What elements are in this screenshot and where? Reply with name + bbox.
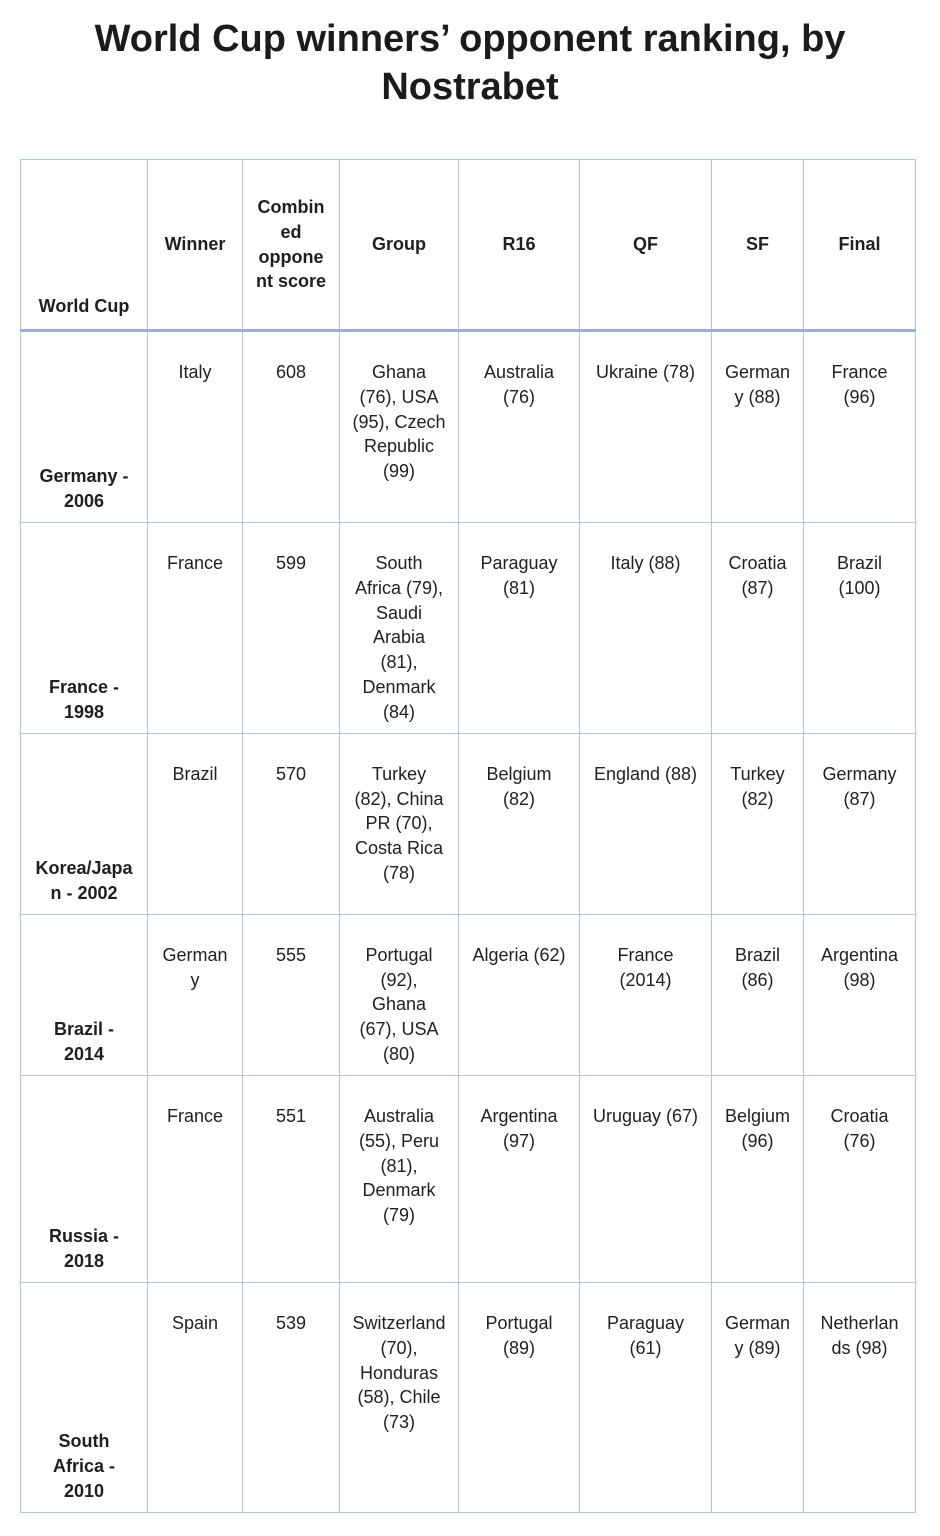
- cell-world-cup: Korea/Japan - 2002: [21, 733, 148, 914]
- cell-group: Australia (55), Peru (81), Denmark (79): [340, 1075, 459, 1282]
- column-header-sf: SF: [712, 160, 804, 331]
- table-row-brazil-2014: [21, 914, 916, 1075]
- table-row-france-1998: [21, 523, 916, 734]
- table-row-germany-2006: [21, 331, 916, 523]
- cell-combined-score: 570: [243, 733, 340, 914]
- cell-sf: Germany (89): [712, 1282, 804, 1512]
- cell-group: Ghana (76), USA (95), Czech Republic (99): [340, 331, 459, 523]
- cell-winner: France: [148, 523, 243, 734]
- cell-r16: Australia (76): [459, 331, 580, 523]
- cell-group: South Africa (79), Saudi Arabia (81), Denmark (84): [340, 523, 459, 734]
- cell-qf: France (2014): [580, 914, 712, 1075]
- table-row-russia-2018: [21, 1075, 916, 1282]
- column-header-group: Group: [340, 160, 459, 331]
- cell-winner: France: [148, 1075, 243, 1282]
- column-header-final: Final: [804, 160, 916, 331]
- cell-sf: Brazil (86): [712, 914, 804, 1075]
- cell-r16: Paraguay (81): [459, 523, 580, 734]
- cell-qf: Italy (88): [580, 523, 712, 734]
- cell-combined-score: 551: [243, 1075, 340, 1282]
- cell-group: Turkey (82), China PR (70), Costa Rica (78): [340, 733, 459, 914]
- column-header-winner: Winner: [148, 160, 243, 331]
- cell-sf: Germany (88): [712, 331, 804, 523]
- cell-qf: Ukraine (78): [580, 331, 712, 523]
- cell-world-cup: Russia - 2018: [21, 1075, 148, 1282]
- cell-group: Switzerland (70), Honduras (58), Chile (73): [340, 1282, 459, 1512]
- cell-world-cup: Brazil - 2014: [21, 914, 148, 1075]
- cell-r16: Belgium (82): [459, 733, 580, 914]
- column-header-r16: R16: [459, 160, 580, 331]
- cell-r16: Portugal (89): [459, 1282, 580, 1512]
- cell-final: Netherlands (98): [804, 1282, 916, 1512]
- cell-winner: Germany: [148, 914, 243, 1075]
- cell-final: Argentina (98): [804, 914, 916, 1075]
- cell-world-cup: France - 1998: [21, 523, 148, 734]
- column-header-qf: QF: [580, 160, 712, 331]
- cell-combined-score: 608: [243, 331, 340, 523]
- cell-combined-score: 539: [243, 1282, 340, 1512]
- cell-final: France (96): [804, 331, 916, 523]
- cell-final: Germany (87): [804, 733, 916, 914]
- cell-qf: England (88): [580, 733, 712, 914]
- cell-final: Croatia (76): [804, 1075, 916, 1282]
- cell-qf: Uruguay (67): [580, 1075, 712, 1282]
- cell-r16: Argentina (97): [459, 1075, 580, 1282]
- cell-winner: Spain: [148, 1282, 243, 1512]
- column-header-combined-opponent-score: Combined opponent score: [243, 160, 340, 331]
- table-row-korea-japan-2002: [21, 733, 916, 914]
- page-title: World Cup winners’ opponent ranking, by Nostrabet: [94, 18, 846, 108]
- cell-winner: Italy: [148, 331, 243, 523]
- cell-final: Brazil (100): [804, 523, 916, 734]
- cell-sf: Croatia (87): [712, 523, 804, 734]
- cell-world-cup: Germany - 2006: [21, 331, 148, 523]
- cell-group: Portugal (92), Ghana (67), USA (80): [340, 914, 459, 1075]
- cell-sf: Turkey (82): [712, 733, 804, 914]
- cell-combined-score: 599: [243, 523, 340, 734]
- cell-qf: Paraguay (61): [580, 1282, 712, 1512]
- rankings-table: [20, 159, 916, 1513]
- cell-combined-score: 555: [243, 914, 340, 1075]
- cell-r16: Algeria (62): [459, 914, 580, 1075]
- cell-world-cup: South Africa - 2010: [21, 1282, 148, 1512]
- column-header-world-cup: World Cup: [21, 160, 148, 331]
- cell-winner: Brazil: [148, 733, 243, 914]
- cell-sf: Belgium (96): [712, 1075, 804, 1282]
- table-row-south-africa-2010: [21, 1282, 916, 1512]
- header-row: [21, 160, 916, 331]
